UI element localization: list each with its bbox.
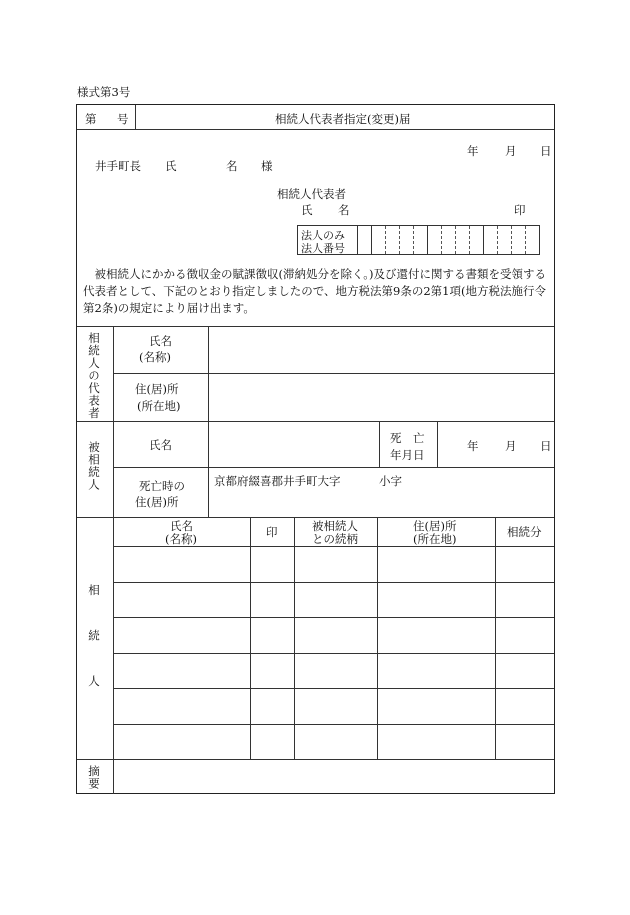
deceased-address-suffix: 小字 <box>379 474 402 488</box>
deceased-side-label: 被相続人 <box>87 441 101 491</box>
rep-address-sub-label: (所在地) <box>137 399 181 413</box>
rep-side-label: 相続人の代表者 <box>87 332 101 420</box>
number-label-dai: 第 <box>85 112 97 126</box>
table-row <box>113 617 554 618</box>
addressee-shi: 氏 <box>165 159 177 173</box>
date-year: 年 <box>467 144 479 158</box>
representative-mei: 名 <box>338 203 350 217</box>
table-row <box>113 653 554 654</box>
death-date-label: 死 亡 <box>390 431 425 445</box>
corporate-number-box[interactable] <box>297 225 540 255</box>
heirs-col-share: 相続分 <box>507 525 542 539</box>
death-year: 年 <box>467 439 479 453</box>
date-month: 月 <box>505 144 517 158</box>
deceased-address-label: 死亡時の <box>139 479 185 493</box>
table-row <box>113 724 554 725</box>
death-date-sub-label: 年月日 <box>390 448 425 462</box>
date-day: 日 <box>540 144 552 158</box>
corp-number-label: 法人番号 <box>301 242 345 255</box>
table-row <box>113 688 554 689</box>
addressee-mei: 名 <box>226 159 238 173</box>
death-day: 日 <box>540 439 552 453</box>
addressee-town: 井手町長 <box>95 159 141 173</box>
deceased-address-sub-label: 住(居)所 <box>135 495 179 509</box>
death-month: 月 <box>505 439 517 453</box>
heirs-side-label: 相続人 <box>87 584 101 721</box>
heirs-col-address: 住(居)所 <box>413 519 457 533</box>
representative-label: 相続人代表者 <box>277 187 346 201</box>
rep-name-label: 氏名 <box>149 334 172 348</box>
table-row <box>113 582 554 583</box>
heirs-col-name: 氏名 <box>170 519 193 533</box>
number-label-go: 号 <box>117 112 129 126</box>
remarks-side-label: 摘要 <box>87 765 101 790</box>
deceased-name-label: 氏名 <box>149 438 172 452</box>
corp-only-label: 法人のみ <box>301 229 345 242</box>
rep-name-sub-label: (名称) <box>139 350 171 364</box>
heirs-col-seal: 印 <box>266 525 278 539</box>
representative-shi: 氏 <box>301 203 313 217</box>
form-number: 様式第3号 <box>77 85 131 99</box>
heirs-col-address-sub: (所在地) <box>413 532 457 546</box>
heirs-col-relation-sub: との続柄 <box>312 532 358 546</box>
deceased-address-value: 京都府綴喜郡井手町大字 <box>214 474 341 488</box>
statement-paragraph: 被相続人にかかる徴収金の賦課徴収(滞納処分を除く。)及び還付に関する書類を受領する代表者として、下記のとおり指定しましたので、地方税法第9条の2第1項(地方税法施行令第2条)の規定により届け出ます。 <box>83 267 546 315</box>
representative-seal: 印 <box>514 203 526 217</box>
rep-address-label: 住(居)所 <box>135 382 179 396</box>
heirs-col-relation: 被相続人 <box>312 519 358 533</box>
form-title: 相続人代表者指定(変更)届 <box>275 112 411 126</box>
heirs-col-name-sub: (名称) <box>165 532 197 546</box>
addressee-sama: 様 <box>261 159 273 173</box>
form-frame <box>76 104 555 794</box>
